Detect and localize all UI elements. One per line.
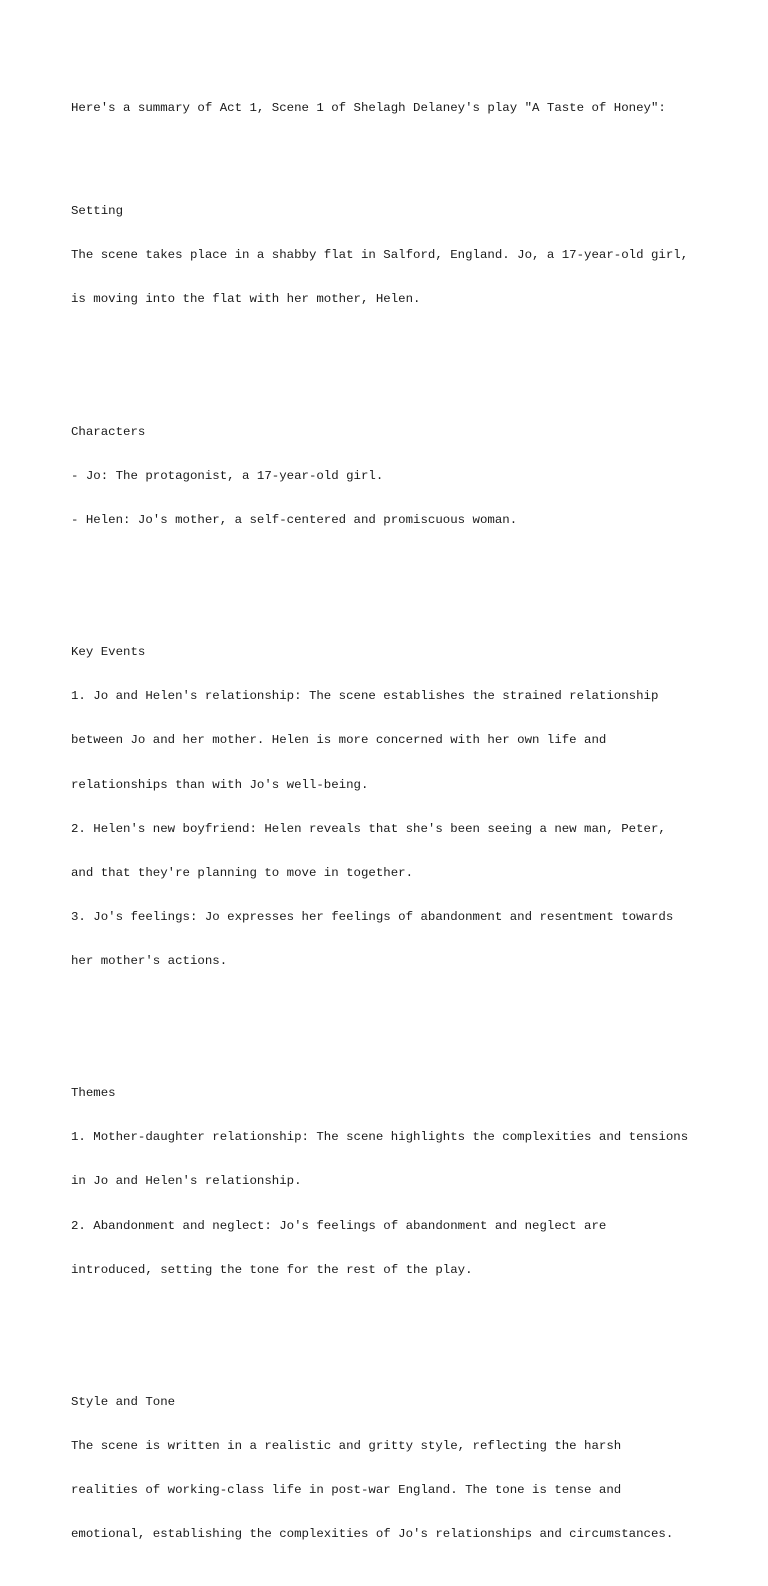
section-heading-style-tone: Style and Tone bbox=[71, 1394, 176, 1409]
key-event-line: relationships than with Jo's well-being. bbox=[71, 777, 369, 792]
key-event-line: and that they're planning to move in together. bbox=[71, 865, 414, 880]
setting-line: The scene takes place in a shabby flat in Salford, England. Jo, a 17-year-old girl, bbox=[71, 248, 689, 263]
section-characters bbox=[71, 395, 731, 557]
theme-line: in Jo and Helen's relationship. bbox=[71, 1174, 302, 1189]
key-event-line: 3. Jo's feelings: Jo expresses her feelings of abandonment and resentment towards bbox=[71, 909, 674, 924]
section-style-tone bbox=[71, 1365, 731, 1571]
style-tone-line: realities of working-class life in post-war England. The tone is tense and bbox=[71, 1483, 622, 1498]
character-item: - Helen: Jo's mother, a self-centered and promiscuous woman. bbox=[71, 512, 518, 527]
section-setting bbox=[71, 175, 731, 337]
intro-text: Here's a summary of Act 1, Scene 1 of Shelagh Delaney's play "A Taste of Honey": bbox=[71, 101, 666, 116]
key-event-line: 1. Jo and Helen's relationship: The scene establishes the strained relationship bbox=[71, 689, 659, 704]
style-tone-line: emotional, establishing the complexities of Jo's relationships and circumstances. bbox=[71, 1527, 674, 1542]
theme-line: 1. Mother-daughter relationship: The scene highlights the complexities and tensions bbox=[71, 1130, 689, 1145]
style-tone-line: The scene is written in a realistic and gritty style, reflecting the harsh bbox=[71, 1438, 622, 1453]
theme-line: 2. Abandonment and neglect: Jo's feelings of abandonment and neglect are bbox=[71, 1218, 607, 1233]
key-event-line: between Jo and her mother. Helen is more concerned with her own life and bbox=[71, 733, 607, 748]
section-key-events bbox=[71, 616, 731, 998]
theme-line: introduced, setting the tone for the rest of the play. bbox=[71, 1262, 473, 1277]
section-themes bbox=[71, 1057, 731, 1307]
document-page bbox=[71, 72, 731, 1586]
setting-line: is moving into the flat with her mother, Helen. bbox=[71, 292, 421, 307]
key-event-line: 2. Helen's new boyfriend: Helen reveals that she's been seeing a new man, Peter, bbox=[71, 821, 666, 836]
character-item: - Jo: The protagonist, a 17-year-old girl. bbox=[71, 468, 384, 483]
section-heading-characters: Characters bbox=[71, 424, 146, 439]
section-heading-setting: Setting bbox=[71, 204, 124, 219]
section-heading-themes: Themes bbox=[71, 1086, 116, 1101]
key-event-line: her mother's actions. bbox=[71, 953, 228, 968]
section-heading-key-events: Key Events bbox=[71, 645, 146, 660]
